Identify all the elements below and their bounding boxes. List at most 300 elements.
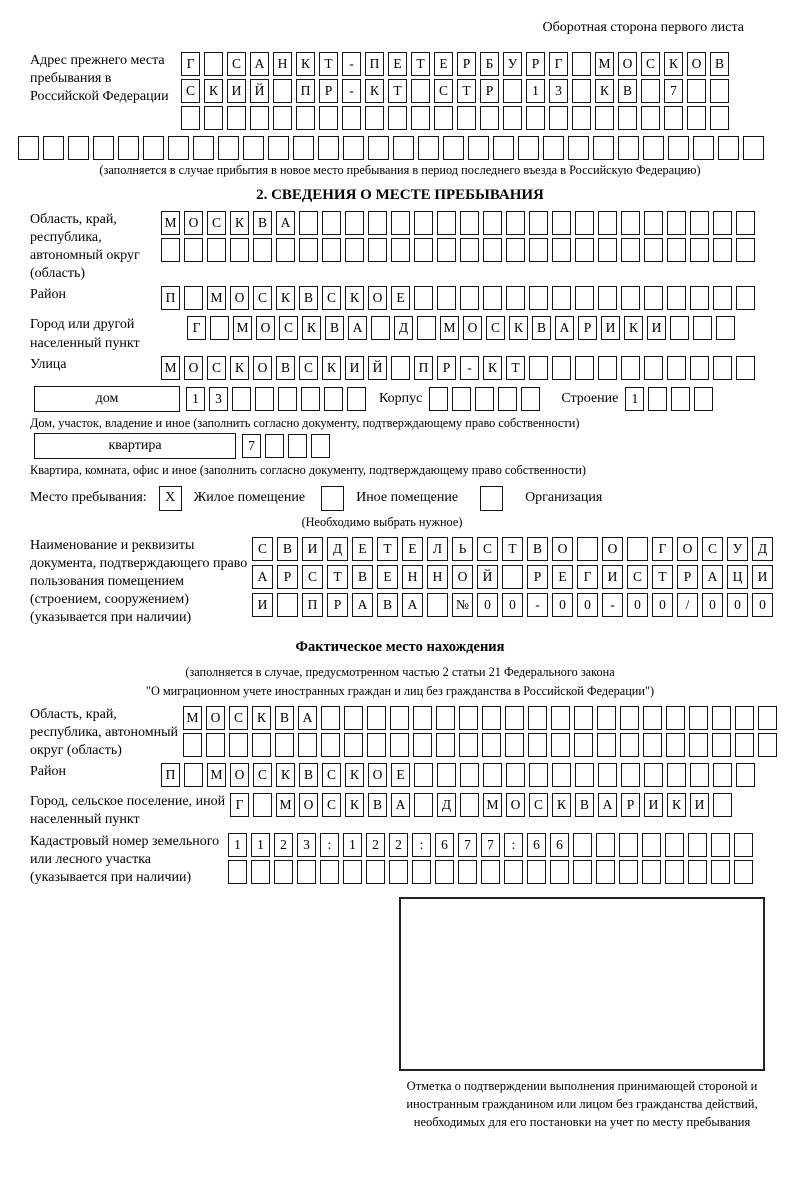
char-cell[interactable] (687, 79, 706, 103)
char-cell[interactable] (528, 706, 547, 730)
char-cell[interactable]: Й (368, 356, 387, 380)
char-cell[interactable]: Т (319, 52, 338, 76)
char-cell[interactable]: - (527, 593, 548, 617)
char-cell[interactable]: И (602, 565, 623, 589)
char-cell[interactable] (368, 136, 389, 160)
char-cell[interactable]: 1 (186, 387, 205, 411)
char-cell[interactable] (648, 387, 667, 411)
char-cell[interactable]: С (181, 79, 200, 103)
char-cell[interactable]: М (233, 316, 252, 340)
char-cell[interactable] (711, 833, 730, 857)
char-cell[interactable] (273, 79, 292, 103)
char-cell[interactable] (521, 387, 540, 411)
char-cell[interactable] (505, 706, 524, 730)
char-cell[interactable]: М (183, 706, 202, 730)
char-cell[interactable] (573, 860, 592, 884)
street-row[interactable] (161, 356, 770, 380)
char-cell[interactable] (529, 286, 548, 310)
char-cell[interactable] (736, 356, 755, 380)
char-cell[interactable]: В (325, 316, 344, 340)
char-cell[interactable]: 1 (251, 833, 270, 857)
char-cell[interactable]: К (230, 356, 249, 380)
char-cell[interactable] (690, 238, 709, 262)
char-cell[interactable] (643, 706, 662, 730)
char-cell[interactable] (324, 387, 343, 411)
char-cell[interactable] (734, 833, 753, 857)
prev-address-row-3[interactable] (181, 106, 770, 130)
char-cell[interactable]: Р (277, 565, 298, 589)
char-cell[interactable] (664, 106, 683, 130)
char-cell[interactable]: Й (250, 79, 269, 103)
char-cell[interactable] (575, 211, 594, 235)
char-cell[interactable] (480, 106, 499, 130)
char-cell[interactable]: Н (427, 565, 448, 589)
char-cell[interactable]: № (452, 593, 473, 617)
char-cell[interactable]: 2 (366, 833, 385, 857)
char-cell[interactable] (543, 136, 564, 160)
char-cell[interactable] (644, 286, 663, 310)
house-number-cells[interactable] (186, 387, 370, 411)
char-cell[interactable] (644, 238, 663, 262)
char-cell[interactable] (411, 79, 430, 103)
char-cell[interactable]: О (230, 286, 249, 310)
char-cell[interactable]: 0 (577, 593, 598, 617)
char-cell[interactable]: А (298, 706, 317, 730)
char-cell[interactable] (443, 136, 464, 160)
char-cell[interactable] (390, 706, 409, 730)
char-cell[interactable] (184, 238, 203, 262)
fact-district-row[interactable] (161, 763, 770, 787)
char-cell[interactable] (193, 136, 214, 160)
char-cell[interactable] (483, 211, 502, 235)
char-cell[interactable] (690, 211, 709, 235)
char-cell[interactable]: : (320, 833, 339, 857)
char-cell[interactable] (275, 733, 294, 757)
char-cell[interactable]: 7 (458, 833, 477, 857)
char-cell[interactable] (347, 387, 366, 411)
char-cell[interactable]: В (575, 793, 594, 817)
char-cell[interactable]: С (227, 52, 246, 76)
char-cell[interactable] (344, 733, 363, 757)
char-cell[interactable] (667, 763, 686, 787)
char-cell[interactable]: 3 (297, 833, 316, 857)
char-cell[interactable]: 0 (627, 593, 648, 617)
char-cell[interactable] (618, 136, 639, 160)
char-cell[interactable]: В (377, 593, 398, 617)
char-cell[interactable] (365, 106, 384, 130)
char-cell[interactable] (318, 136, 339, 160)
char-cell[interactable] (644, 211, 663, 235)
char-cell[interactable]: 1 (625, 387, 644, 411)
char-cell[interactable]: Е (391, 286, 410, 310)
char-cell[interactable]: Т (388, 79, 407, 103)
char-cell[interactable]: М (207, 763, 226, 787)
char-cell[interactable] (458, 860, 477, 884)
char-cell[interactable]: Р (621, 793, 640, 817)
char-cell[interactable] (368, 238, 387, 262)
char-cell[interactable]: К (276, 763, 295, 787)
char-cell[interactable] (371, 316, 390, 340)
char-cell[interactable]: 3 (549, 79, 568, 103)
char-cell[interactable]: С (702, 537, 723, 561)
char-cell[interactable] (184, 763, 203, 787)
char-cell[interactable]: С (322, 286, 341, 310)
char-cell[interactable] (459, 706, 478, 730)
char-cell[interactable]: О (618, 52, 637, 76)
char-cell[interactable] (230, 238, 249, 262)
document-row-1[interactable] (252, 537, 777, 561)
char-cell[interactable] (503, 79, 522, 103)
char-cell[interactable] (641, 106, 660, 130)
char-cell[interactable] (184, 286, 203, 310)
char-cell[interactable]: М (207, 286, 226, 310)
char-cell[interactable]: О (299, 793, 318, 817)
char-cell[interactable]: В (352, 565, 373, 589)
char-cell[interactable] (321, 706, 340, 730)
char-cell[interactable] (598, 763, 617, 787)
char-cell[interactable] (713, 763, 732, 787)
char-cell[interactable] (390, 733, 409, 757)
char-cell[interactable]: У (503, 52, 522, 76)
char-cell[interactable]: В (275, 706, 294, 730)
char-cell[interactable]: К (230, 211, 249, 235)
char-cell[interactable] (437, 286, 456, 310)
char-cell[interactable] (506, 286, 525, 310)
char-cell[interactable] (597, 706, 616, 730)
char-cell[interactable] (518, 136, 539, 160)
char-cell[interactable] (598, 286, 617, 310)
char-cell[interactable]: П (414, 356, 433, 380)
char-cell[interactable]: С (299, 356, 318, 380)
char-cell[interactable]: Г (577, 565, 598, 589)
char-cell[interactable]: О (463, 316, 482, 340)
char-cell[interactable] (688, 860, 707, 884)
char-cell[interactable]: С (322, 763, 341, 787)
char-cell[interactable]: 1 (343, 833, 362, 857)
char-cell[interactable] (643, 136, 664, 160)
char-cell[interactable]: 2 (274, 833, 293, 857)
char-cell[interactable] (299, 238, 318, 262)
char-cell[interactable] (595, 106, 614, 130)
char-cell[interactable] (506, 763, 525, 787)
char-cell[interactable]: Ь (452, 537, 473, 561)
char-cell[interactable] (693, 136, 714, 160)
char-cell[interactable] (713, 238, 732, 262)
char-cell[interactable] (667, 238, 686, 262)
char-cell[interactable] (68, 136, 89, 160)
char-cell[interactable]: 0 (727, 593, 748, 617)
char-cell[interactable] (435, 860, 454, 884)
char-cell[interactable]: В (276, 356, 295, 380)
char-cell[interactable] (389, 860, 408, 884)
char-cell[interactable]: С (207, 356, 226, 380)
char-cell[interactable]: О (368, 286, 387, 310)
char-cell[interactable]: К (664, 52, 683, 76)
char-cell[interactable] (210, 316, 229, 340)
char-cell[interactable] (506, 238, 525, 262)
char-cell[interactable]: Т (457, 79, 476, 103)
char-cell[interactable]: К (322, 356, 341, 380)
cadastral-row-2[interactable] (228, 860, 770, 884)
fact-region-row-2[interactable] (183, 733, 781, 757)
char-cell[interactable] (276, 238, 295, 262)
document-row-2[interactable] (252, 565, 777, 589)
char-cell[interactable] (575, 356, 594, 380)
char-cell[interactable] (666, 733, 685, 757)
char-cell[interactable] (665, 833, 684, 857)
char-cell[interactable]: Т (377, 537, 398, 561)
char-cell[interactable]: 3 (209, 387, 228, 411)
char-cell[interactable] (393, 136, 414, 160)
char-cell[interactable]: 6 (550, 833, 569, 857)
stroenie-cells[interactable] (625, 387, 717, 411)
char-cell[interactable]: - (342, 79, 361, 103)
char-cell[interactable] (391, 238, 410, 262)
char-cell[interactable] (301, 387, 320, 411)
char-cell[interactable]: В (527, 537, 548, 561)
char-cell[interactable]: К (345, 286, 364, 310)
char-cell[interactable] (694, 387, 713, 411)
char-cell[interactable] (687, 106, 706, 130)
char-cell[interactable]: Р (677, 565, 698, 589)
char-cell[interactable] (549, 106, 568, 130)
char-cell[interactable]: А (555, 316, 574, 340)
char-cell[interactable] (345, 211, 364, 235)
char-cell[interactable]: Д (394, 316, 413, 340)
char-cell[interactable]: С (253, 286, 272, 310)
char-cell[interactable]: 7 (481, 833, 500, 857)
char-cell[interactable] (483, 286, 502, 310)
char-cell[interactable] (596, 833, 615, 857)
char-cell[interactable]: А (702, 565, 723, 589)
char-cell[interactable] (735, 706, 754, 730)
char-cell[interactable]: А (402, 593, 423, 617)
char-cell[interactable] (321, 733, 340, 757)
char-cell[interactable]: О (230, 763, 249, 787)
char-cell[interactable]: П (161, 286, 180, 310)
char-cell[interactable] (504, 860, 523, 884)
char-cell[interactable] (391, 356, 410, 380)
char-cell[interactable] (468, 136, 489, 160)
char-cell[interactable]: В (710, 52, 729, 76)
char-cell[interactable] (204, 52, 223, 76)
char-cell[interactable]: Е (552, 565, 573, 589)
char-cell[interactable] (168, 136, 189, 160)
char-cell[interactable] (502, 565, 523, 589)
char-cell[interactable] (268, 136, 289, 160)
char-cell[interactable] (204, 106, 223, 130)
char-cell[interactable] (736, 211, 755, 235)
char-cell[interactable] (343, 136, 364, 160)
char-cell[interactable] (293, 136, 314, 160)
char-cell[interactable] (342, 106, 361, 130)
char-cell[interactable]: Т (411, 52, 430, 76)
char-cell[interactable]: М (595, 52, 614, 76)
char-cell[interactable]: 0 (502, 593, 523, 617)
char-cell[interactable]: К (667, 793, 686, 817)
char-cell[interactable] (670, 316, 689, 340)
char-cell[interactable] (529, 238, 548, 262)
char-cell[interactable] (161, 238, 180, 262)
char-cell[interactable]: С (229, 706, 248, 730)
char-cell[interactable]: Б (480, 52, 499, 76)
char-cell[interactable] (716, 316, 735, 340)
char-cell[interactable]: У (727, 537, 748, 561)
char-cell[interactable] (621, 238, 640, 262)
char-cell[interactable] (273, 106, 292, 130)
char-cell[interactable]: Е (377, 565, 398, 589)
char-cell[interactable]: 6 (435, 833, 454, 857)
char-cell[interactable] (367, 706, 386, 730)
district-row[interactable] (161, 286, 770, 310)
char-cell[interactable]: К (302, 316, 321, 340)
char-cell[interactable]: Р (437, 356, 456, 380)
char-cell[interactable]: Е (391, 763, 410, 787)
char-cell[interactable] (320, 860, 339, 884)
char-cell[interactable]: - (342, 52, 361, 76)
char-cell[interactable] (344, 706, 363, 730)
fact-city-row[interactable] (230, 793, 770, 817)
char-cell[interactable] (414, 211, 433, 235)
char-cell[interactable] (665, 860, 684, 884)
char-cell[interactable] (621, 356, 640, 380)
char-cell[interactable]: В (532, 316, 551, 340)
korpus-cells[interactable] (429, 387, 544, 411)
char-cell[interactable]: А (391, 793, 410, 817)
fact-region-row-1[interactable] (183, 706, 781, 730)
char-cell[interactable] (411, 106, 430, 130)
char-cell[interactable] (620, 706, 639, 730)
char-cell[interactable] (436, 706, 455, 730)
char-cell[interactable]: Г (181, 52, 200, 76)
char-cell[interactable] (575, 238, 594, 262)
char-cell[interactable] (434, 106, 453, 130)
char-cell[interactable]: 2 (389, 833, 408, 857)
char-cell[interactable] (482, 706, 501, 730)
char-cell[interactable] (572, 79, 591, 103)
char-cell[interactable]: И (644, 793, 663, 817)
char-cell[interactable] (345, 238, 364, 262)
char-cell[interactable] (506, 211, 525, 235)
char-cell[interactable]: О (602, 537, 623, 561)
char-cell[interactable] (183, 733, 202, 757)
char-cell[interactable] (255, 387, 274, 411)
char-cell[interactable]: Л (427, 537, 448, 561)
char-cell[interactable] (366, 860, 385, 884)
char-cell[interactable] (713, 356, 732, 380)
char-cell[interactable]: М (483, 793, 502, 817)
char-cell[interactable] (710, 106, 729, 130)
char-cell[interactable] (668, 136, 689, 160)
char-cell[interactable] (118, 136, 139, 160)
char-cell[interactable] (414, 238, 433, 262)
char-cell[interactable]: К (552, 793, 571, 817)
char-cell[interactable] (218, 136, 239, 160)
char-cell[interactable]: К (276, 286, 295, 310)
char-cell[interactable]: 0 (752, 593, 773, 617)
char-cell[interactable]: К (252, 706, 271, 730)
char-cell[interactable]: Г (549, 52, 568, 76)
char-cell[interactable] (598, 211, 617, 235)
char-cell[interactable] (296, 106, 315, 130)
char-cell[interactable] (526, 106, 545, 130)
char-cell[interactable] (418, 136, 439, 160)
char-cell[interactable] (483, 238, 502, 262)
char-cell[interactable] (550, 860, 569, 884)
char-cell[interactable]: С (302, 565, 323, 589)
char-cell[interactable] (207, 238, 226, 262)
char-cell[interactable] (529, 356, 548, 380)
char-cell[interactable] (572, 52, 591, 76)
char-cell[interactable] (429, 387, 448, 411)
char-cell[interactable]: К (345, 793, 364, 817)
char-cell[interactable]: А (250, 52, 269, 76)
char-cell[interactable] (505, 733, 524, 757)
char-cell[interactable] (503, 106, 522, 130)
char-cell[interactable]: С (252, 537, 273, 561)
char-cell[interactable]: О (687, 52, 706, 76)
char-cell[interactable]: П (365, 52, 384, 76)
char-cell[interactable] (181, 106, 200, 130)
stay-checkbox-residential[interactable]: X (159, 486, 182, 511)
char-cell[interactable] (251, 860, 270, 884)
char-cell[interactable] (265, 434, 284, 458)
char-cell[interactable]: Р (319, 79, 338, 103)
char-cell[interactable] (627, 537, 648, 561)
char-cell[interactable] (568, 136, 589, 160)
char-cell[interactable]: К (483, 356, 502, 380)
char-cell[interactable] (712, 706, 731, 730)
char-cell[interactable] (460, 286, 479, 310)
char-cell[interactable]: М (161, 211, 180, 235)
char-cell[interactable]: О (677, 537, 698, 561)
char-cell[interactable]: И (227, 79, 246, 103)
char-cell[interactable]: С (477, 537, 498, 561)
char-cell[interactable]: К (296, 52, 315, 76)
char-cell[interactable] (643, 733, 662, 757)
char-cell[interactable] (529, 211, 548, 235)
char-cell[interactable] (460, 793, 479, 817)
apartment-cells[interactable] (242, 434, 334, 458)
char-cell[interactable]: Г (187, 316, 206, 340)
char-cell[interactable] (552, 211, 571, 235)
char-cell[interactable] (690, 356, 709, 380)
char-cell[interactable] (667, 356, 686, 380)
char-cell[interactable]: И (252, 593, 273, 617)
char-cell[interactable] (482, 733, 501, 757)
char-cell[interactable] (597, 733, 616, 757)
char-cell[interactable] (322, 211, 341, 235)
char-cell[interactable] (437, 763, 456, 787)
char-cell[interactable]: С (627, 565, 648, 589)
char-cell[interactable] (671, 387, 690, 411)
region-row-2[interactable] (161, 238, 770, 262)
char-cell[interactable]: Д (327, 537, 348, 561)
char-cell[interactable] (436, 733, 455, 757)
char-cell[interactable]: Р (526, 52, 545, 76)
char-cell[interactable]: А (598, 793, 617, 817)
char-cell[interactable] (619, 860, 638, 884)
char-cell[interactable] (551, 733, 570, 757)
char-cell[interactable]: Г (230, 793, 249, 817)
char-cell[interactable]: 0 (652, 593, 673, 617)
char-cell[interactable]: О (452, 565, 473, 589)
char-cell[interactable]: Й (477, 565, 498, 589)
char-cell[interactable] (498, 387, 517, 411)
char-cell[interactable]: - (602, 593, 623, 617)
char-cell[interactable] (288, 434, 307, 458)
char-cell[interactable]: О (253, 356, 272, 380)
